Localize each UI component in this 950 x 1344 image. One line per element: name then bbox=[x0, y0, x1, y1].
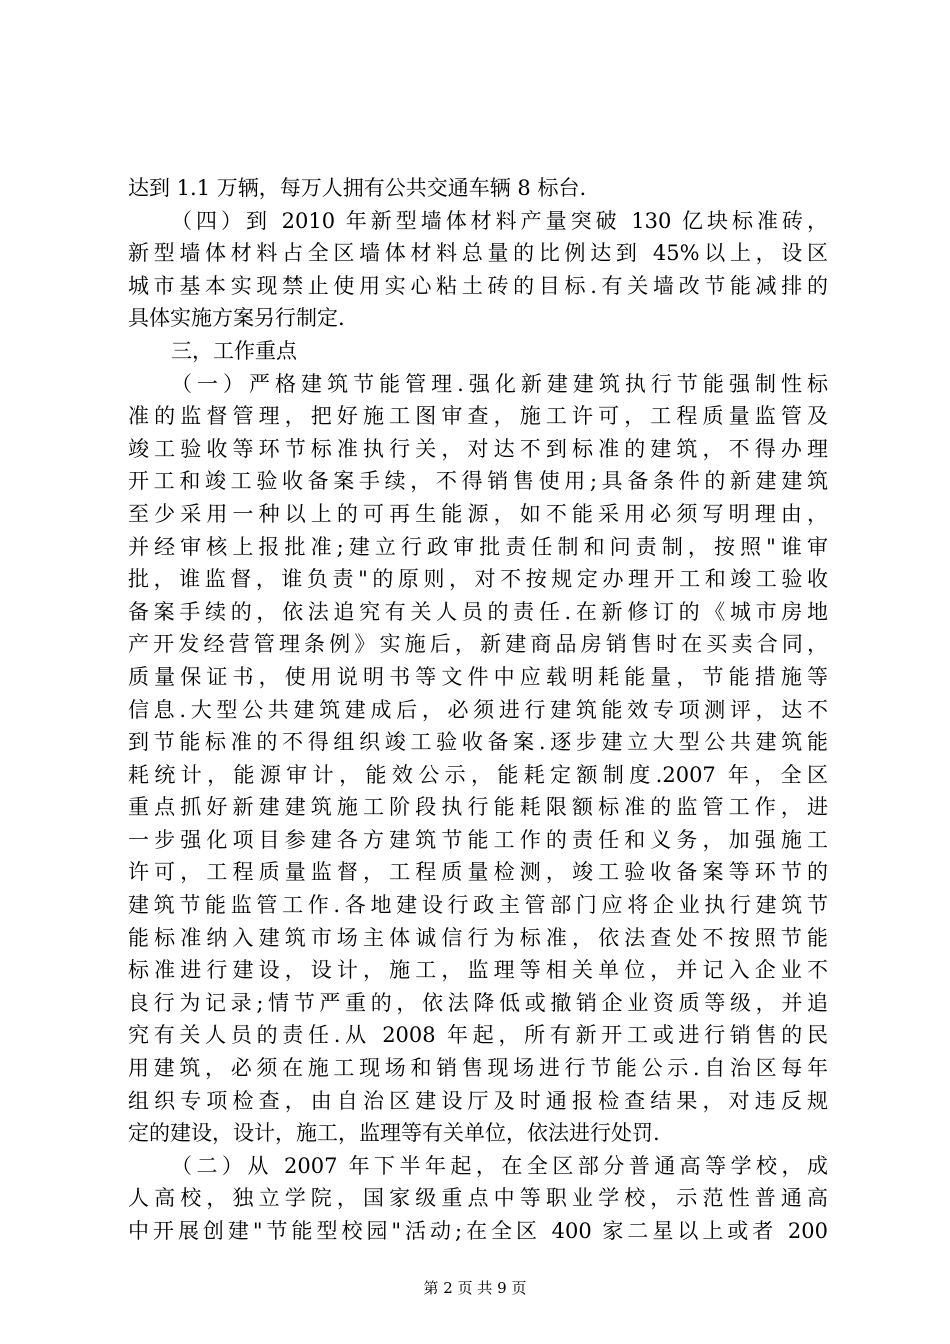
text-line: （二）从 2007 年下半年起，在全区部分普通高等学校，成 bbox=[171, 1153, 828, 1178]
text-line: 三，工作重点 bbox=[171, 338, 297, 363]
text-line: 开工和竣工验收备案手续，不得销售使用;具备条件的新建建筑 bbox=[128, 469, 828, 494]
text-line: （四）到 2010 年新型墙体材料产量突破 130 亿块标准砖， bbox=[171, 208, 828, 233]
text-line: 质量保证书，使用说明书等文件中应载明耗能量，节能措施等 bbox=[128, 664, 828, 689]
text-line: 并经审核上报批准;建立行政审批责任制和问责制，按照"谁审 bbox=[128, 534, 828, 559]
text-line: （一）严格建筑节能管理.强化新建建筑执行节能强制性标 bbox=[171, 371, 828, 396]
text-line: 达到 1.1 万辆，每万人拥有公共交通车辆 8 标台. bbox=[128, 176, 587, 200]
text-line: 许可，工程质量监督，工程质量检测，竣工验收备案等环节的 bbox=[128, 860, 828, 885]
text-line: 中开展创建"节能型校园"活动;在全区 400 家二星以上或者 200 bbox=[128, 1219, 828, 1243]
text-line: 城市基本实现禁止使用实心粘土砖的目标.有关墙改节能减排的 bbox=[128, 273, 828, 298]
text-line: 能标准纳入建筑市场主体诚信行为标准，依法查处不按照节能 bbox=[128, 925, 828, 950]
text-line: 备案手续的，依法追究有关人员的责任.在新修订的《城市房地 bbox=[128, 599, 828, 624]
text-line: 具体实施方案另行制定. bbox=[128, 306, 345, 331]
text-line: 组织专项检查，由自治区建设厅及时通报检查结果，对违反规 bbox=[128, 1088, 828, 1113]
text-line: 产开发经营管理条例》实施后，新建商品房销售时在买卖合同， bbox=[128, 632, 828, 657]
page-footer: 第 2 页 共 9 页 bbox=[423, 1279, 527, 1297]
text-line: 良行为记录;情节严重的，依法降低或撤销企业资质等级，并追 bbox=[128, 990, 828, 1015]
document-body bbox=[128, 172, 828, 1248]
text-line: 信息.大型公共建筑建成后，必须进行建筑能效专项测评，达不 bbox=[128, 697, 828, 722]
text-line: 建筑节能监管工作.各地建设行政主管部门应将企业执行建筑节 bbox=[128, 893, 828, 918]
text-line: 一步强化项目参建各方建筑节能工作的责任和义务，加强施工 bbox=[128, 827, 828, 852]
text-line: 用建筑，必须在施工现场和销售现场进行节能公示.自治区每年 bbox=[128, 1056, 828, 1081]
text-line: 定的建设，设计，施工，监理等有关单位，依法进行处罚. bbox=[128, 1121, 660, 1146]
text-line: 到节能标准的不得组织竣工验收备案.逐步建立大型公共建筑能 bbox=[128, 730, 828, 755]
text-line: 究有关人员的责任.从 2008 年起，所有新开工或进行销售的民 bbox=[128, 1023, 828, 1048]
text-line: 竣工验收等环节标准执行关，对达不到标准的建筑，不得办理 bbox=[128, 436, 828, 461]
text-line: 人高校，独立学院，国家级重点中等职业学校，示范性普通高 bbox=[128, 1186, 828, 1211]
text-line: 准的监督管理，把好施工图审查，施工许可，工程质量监管及 bbox=[128, 404, 828, 429]
text-line: 标准进行建设，设计，施工，监理等相关单位，并记入企业不 bbox=[128, 958, 828, 983]
text-line: 批，谁监督，谁负责"的原则，对不按规定办理开工和竣工验收 bbox=[128, 567, 828, 592]
text-line: 重点抓好新建建筑施工阶段执行能耗限额标准的监管工作，进 bbox=[128, 795, 828, 820]
text-line: 新型墙体材料占全区墙体材料总量的比例达到 45%以上，设区 bbox=[128, 241, 828, 266]
text-line: 至少采用一种以上的可再生能源，如不能采用必须写明理由， bbox=[128, 501, 828, 526]
text-line: 耗统计，能源审计，能效公示，能耗定额制度.2007 年，全区 bbox=[128, 762, 828, 787]
